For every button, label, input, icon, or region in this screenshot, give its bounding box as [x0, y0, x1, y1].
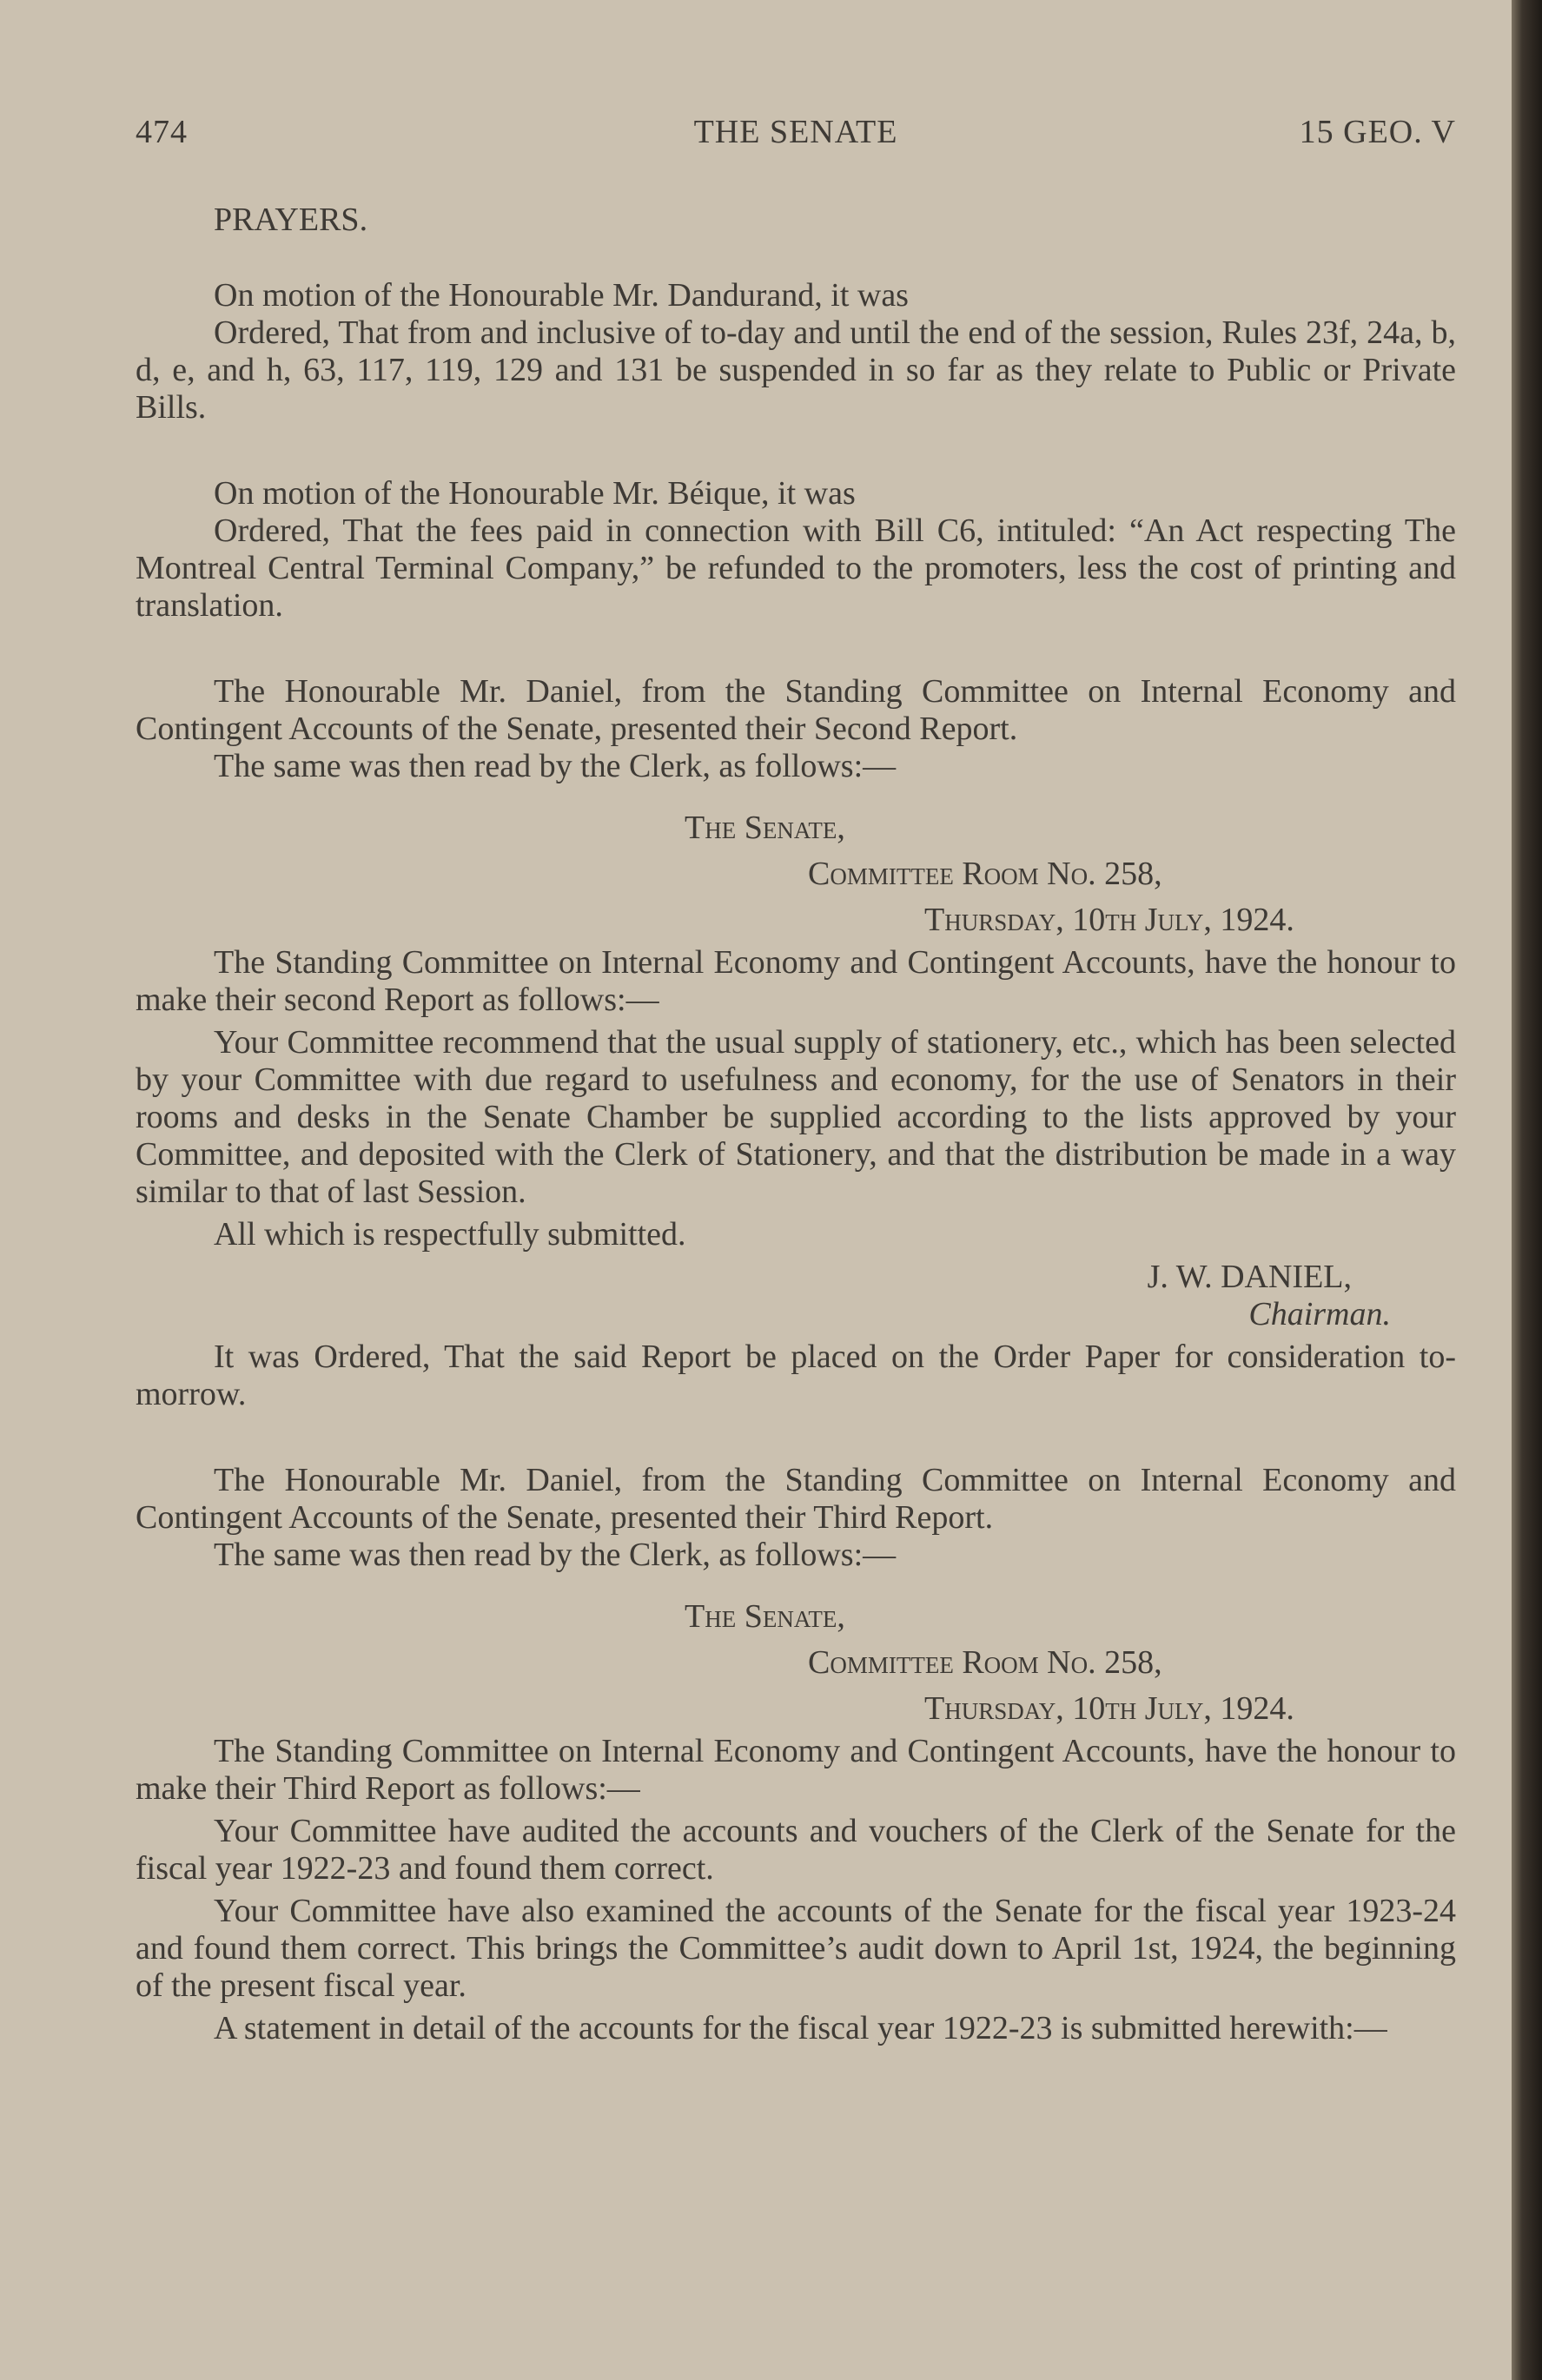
motion2-intro: On motion of the Honourable Mr. Béique, it was: [214, 475, 856, 512]
body-text: [136, 202, 1456, 2047]
motion1-text: Ordered, That from and inclusive of to-day and until the end of the session, Rules 23f, 24a, b, d, e, and h, 63, 117, 119, 129 and 131 be suspended in so far as they relate to Public or Private Bills.: [136, 314, 1456, 426]
report2-signature: J. W. DANIEL,: [1147, 1259, 1352, 1295]
report3-read: The same was then read by the Clerk, as follows:—: [214, 1537, 897, 1573]
report3-intro: The Honourable Mr. Daniel, from the Standing Committee on Internal Economy and Contingent Accounts of the Senate, presented their Third Report.: [136, 1462, 1456, 1536]
motion2-text: Ordered, That the fees paid in connection with Bill C6, intituled: “An Act respecting The Montreal Central Terminal Company,” be refunded to the promoters, less the cost of printing and translation.: [136, 512, 1456, 624]
book-binding-edge: [1512, 0, 1542, 2380]
page-number: 474: [136, 114, 188, 150]
report3-paragraph-1: The Standing Committee on Internal Economy and Contingent Accounts, have the honour to make their Third Report as follows:—: [136, 1733, 1456, 1807]
report3-address-room: Committee Room No. 258,: [808, 1644, 1162, 1681]
regnal-year: 15 GEO. V: [1299, 114, 1456, 150]
report2-signature-title: Chairman.: [1248, 1296, 1391, 1332]
report3-address-date: Thursday, 10th July, 1924.: [924, 1690, 1294, 1727]
motion1-intro: On motion of the Honourable Mr. Dandurand, it was: [214, 277, 909, 314]
report2-paragraph-2: Your Committee recommend that the usual supply of stationery, etc., which has been selected by your Committee with due regard to usefulness and economy, for the use of Senators in their rooms and desks in the Senate Chamber be supplied according to the lists approved by your Committee, and deposited with the Clerk of Stationery, and that the distribution be made in a way similar to that of last Session.: [136, 1024, 1456, 1210]
report2-paragraph-3: All which is respectfully submitted.: [214, 1216, 686, 1253]
running-header: [136, 113, 1456, 156]
report2-order: It was Ordered, That the said Report be placed on the Order Paper for consideration to-morrow.: [136, 1339, 1456, 1412]
report3-paragraph-4: A statement in detail of the accounts for the fiscal year 1922-23 is submitted herewith:—: [214, 2010, 1387, 2046]
report2-paragraph-1: The Standing Committee on Internal Economy and Contingent Accounts, have the honour to make their second Report as follows:—: [136, 944, 1456, 1018]
report2-address-room: Committee Room No. 258,: [808, 856, 1162, 892]
report2-intro: The Honourable Mr. Daniel, from the Standing Committee on Internal Economy and Contingent Accounts of the Senate, presented their Second Report.: [136, 673, 1456, 747]
prayers-heading: PRAYERS.: [214, 202, 368, 238]
report2-read: The same was then read by the Clerk, as follows:—: [214, 748, 897, 784]
report3-address-senate: The Senate,: [685, 1598, 845, 1635]
report3-paragraph-3: Your Committee have also examined the accounts of the Senate for the fiscal year 1923-24 and found them correct. This brings the Committee’s audit down to April 1st, 1924, the beginning of the present fiscal year.: [136, 1893, 1456, 2004]
report2-address-senate: The Senate,: [685, 810, 845, 846]
running-title: THE SENATE: [693, 114, 898, 150]
report3-paragraph-2: Your Committee have audited the accounts and vouchers of the Clerk of the Senate for the fiscal year 1922-23 and found them correct.: [136, 1813, 1456, 1887]
report2-address-date: Thursday, 10th July, 1924.: [924, 902, 1294, 938]
